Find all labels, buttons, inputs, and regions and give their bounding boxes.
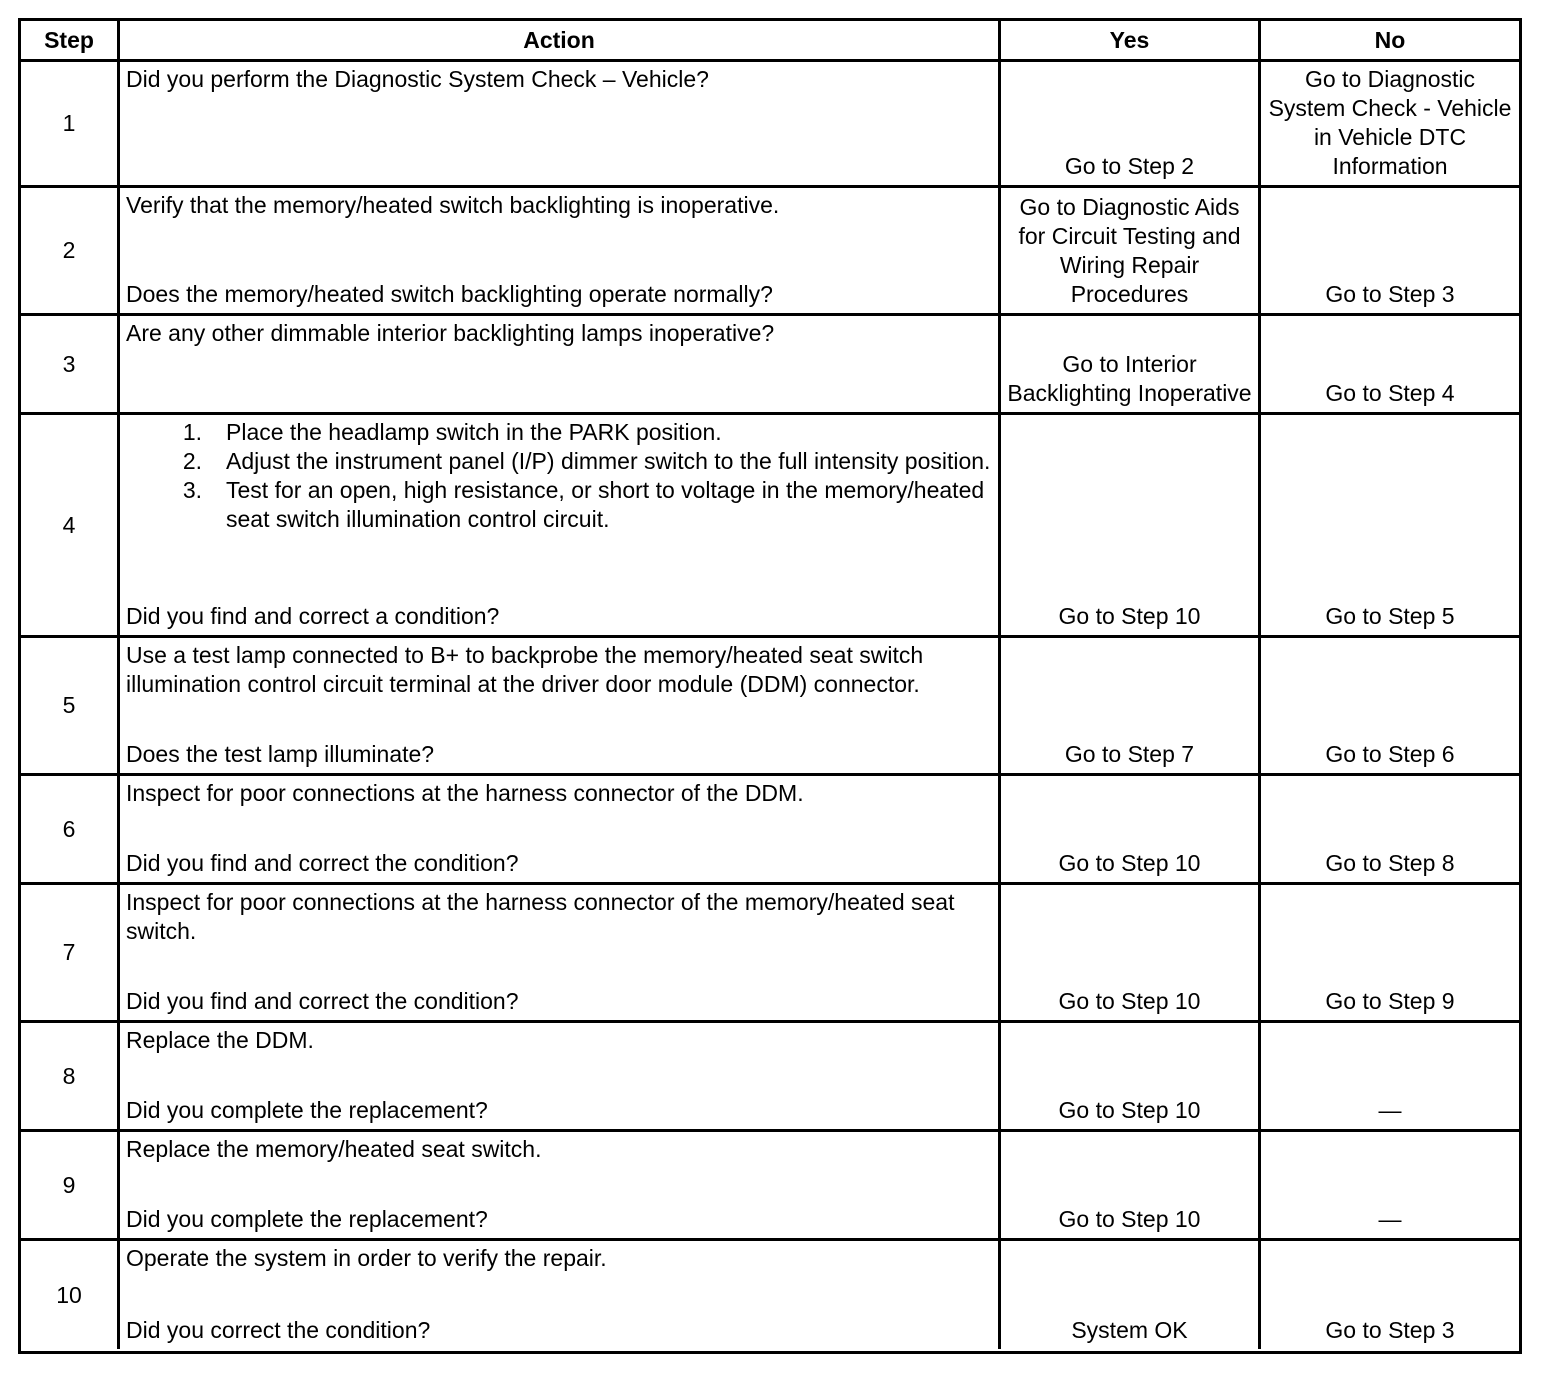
yes-cell: Go to Step 10 xyxy=(1001,415,1261,638)
step-number: 5 xyxy=(21,638,120,776)
step-number: 9 xyxy=(21,1132,120,1241)
step-number: 1 xyxy=(21,62,120,188)
action-cell xyxy=(120,1132,1001,1241)
substep-number: 3. xyxy=(182,477,202,503)
step-number: 3 xyxy=(21,316,120,415)
action-text: Replace the memory/heated seat switch. xyxy=(126,1136,542,1162)
action-question: Did you find and correct a condition? xyxy=(126,603,500,629)
substep-number: 2. xyxy=(182,448,202,474)
action-cell xyxy=(120,62,1001,188)
header-no: No xyxy=(1261,21,1519,62)
action-text: Verify that the memory/heated switch backlighting is inoperative. xyxy=(126,192,780,218)
yes-cell: Go to Step 10 xyxy=(1001,1132,1261,1241)
substep-number: 1. xyxy=(182,419,202,445)
step-number: 4 xyxy=(21,415,120,638)
action-cell xyxy=(120,415,1001,638)
step-number: 10 xyxy=(21,1241,120,1349)
substep-text: Test for an open, high resistance, or short to voltage in the memory/heated seat switch illumination control circuit. xyxy=(226,477,985,532)
step-number: 7 xyxy=(21,885,120,1023)
step-number: 6 xyxy=(21,776,120,885)
step-number: 2 xyxy=(21,188,120,316)
action-cell xyxy=(120,776,1001,885)
substep-text: Place the headlamp switch in the PARK position. xyxy=(226,419,722,445)
action-text: Operate the system in order to verify the repair. xyxy=(126,1245,607,1271)
action-question: Did you find and correct the condition? xyxy=(126,988,519,1014)
no-cell: Go to Step 4 xyxy=(1261,316,1519,415)
no-cell: Go to Step 8 xyxy=(1261,776,1519,885)
substep-text: Adjust the instrument panel (I/P) dimmer switch to the full intensity position. xyxy=(226,448,991,474)
yes-cell: Go to Step 10 xyxy=(1001,885,1261,1023)
header-yes: Yes xyxy=(1001,21,1261,62)
no-cell: Go to Diagnostic System Check - Vehicle in Vehicle DTC Information xyxy=(1261,62,1519,188)
header-action: Action xyxy=(120,21,1001,62)
action-text: Are any other dimmable interior backlighting lamps inoperative? xyxy=(126,320,775,346)
action-cell xyxy=(120,885,1001,1023)
yes-cell: Go to Step 2 xyxy=(1001,62,1261,188)
action-text: Replace the DDM. xyxy=(126,1027,314,1053)
diagnostic-table xyxy=(18,18,1522,1354)
no-cell: — xyxy=(1261,1132,1519,1241)
no-cell: Go to Step 5 xyxy=(1261,415,1519,638)
action-cell xyxy=(120,188,1001,316)
header-step: Step xyxy=(21,21,120,62)
action-question: Does the test lamp illuminate? xyxy=(126,741,435,767)
yes-cell: Go to Step 10 xyxy=(1001,1023,1261,1132)
action-question: Did you complete the replacement? xyxy=(126,1097,488,1123)
no-cell: Go to Step 3 xyxy=(1325,1317,1455,1343)
no-cell: Go to Step 3 xyxy=(1261,188,1519,316)
yes-cell: Go to Diagnostic Aids for Circuit Testing and Wiring Repair Procedures xyxy=(1001,188,1261,316)
action-question: Did you correct the condition? xyxy=(126,1317,431,1343)
no-cell: Go to Step 9 xyxy=(1261,885,1519,1023)
no-cell: Go to Step 6 xyxy=(1261,638,1519,776)
action-question: Does the memory/heated switch backlighting operate normally? xyxy=(126,281,773,307)
substep-list xyxy=(126,418,992,534)
substep-item xyxy=(126,447,992,476)
substep-item xyxy=(126,418,992,447)
substep-item xyxy=(126,476,992,534)
action-text: Inspect for poor connections at the harness connector of the DDM. xyxy=(126,780,804,806)
action-cell xyxy=(120,1023,1001,1132)
action-text: Did you perform the Diagnostic System Check – Vehicle? xyxy=(126,66,709,92)
action-cell xyxy=(120,1241,1001,1349)
action-text: Use a test lamp connected to B+ to backprobe the memory/heated seat switch illumination control circuit terminal at the driver door module (DDM) connector. xyxy=(126,642,924,697)
action-text: Inspect for poor connections at the harness connector of the memory/heated seat switch. xyxy=(126,889,955,944)
action-cell xyxy=(120,638,1001,776)
action-question: Did you find and correct the condition? xyxy=(126,850,519,876)
yes-cell: Go to Interior Backlighting Inoperative xyxy=(1001,316,1261,415)
yes-cell: System OK xyxy=(1001,1241,1261,1349)
no-cell: — xyxy=(1261,1023,1519,1132)
action-cell xyxy=(120,316,1001,415)
yes-cell: Go to Step 10 xyxy=(1001,776,1261,885)
yes-cell: Go to Step 7 xyxy=(1001,638,1261,776)
action-question: Did you complete the replacement? xyxy=(126,1206,488,1232)
step-number: 8 xyxy=(21,1023,120,1132)
